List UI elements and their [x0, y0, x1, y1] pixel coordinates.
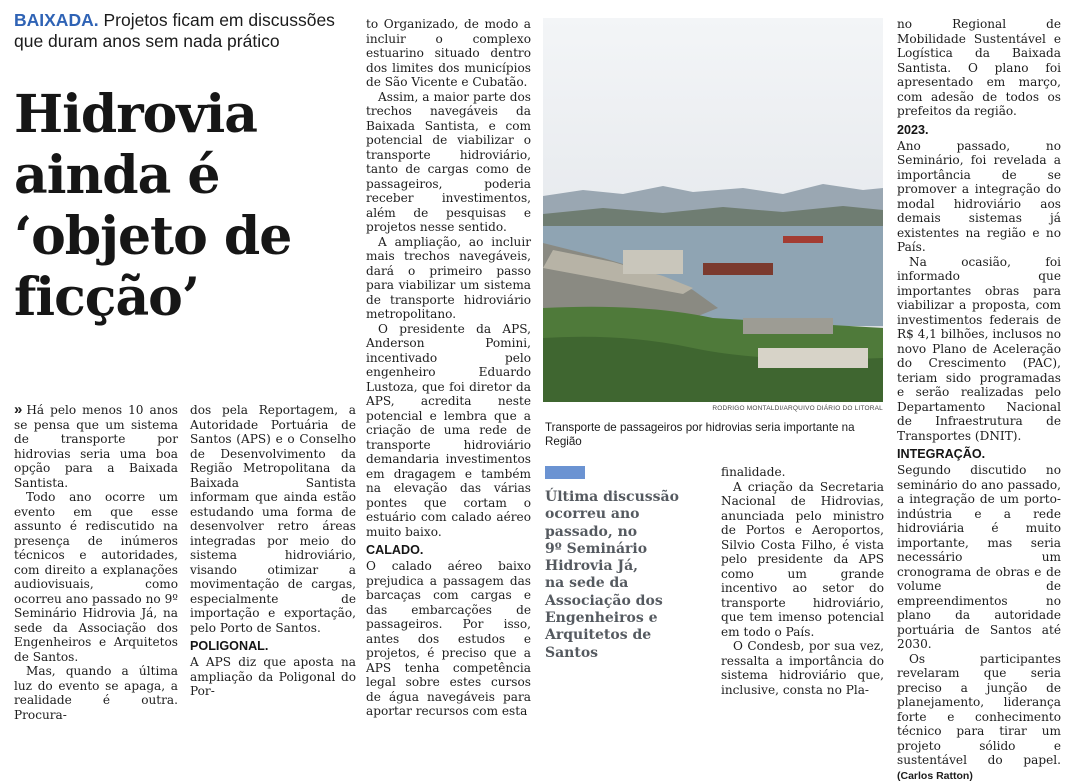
headline-line: ‘objeto de — [14, 206, 359, 267]
paragraph: finalidade. — [721, 465, 884, 480]
headline-line: ainda é — [14, 145, 359, 206]
kicker — [14, 10, 354, 52]
paragraph: Todo ano ocorre um evento em que esse assunto é rediscutido na presença de inúmeros técnicos e autoridades, com direito a explanações audiovisuais, como ocorreu ano passado no 9º Seminário Hidrovia Já, na sede da Associação dos Engenheiros e Arquitetos de Santos. — [14, 490, 178, 664]
chevron-icon: » — [14, 401, 22, 418]
cargo-ship — [703, 263, 773, 275]
paragraph — [897, 652, 1061, 783]
paragraph: A criação da Secretaria Nacional de Hidrovias, anunciada pelo ministro de Portos e Aeroportos, Silvio Costa Filho, é vista pelo presidente da APS como um grande incentivo ao setor do transporte hidroviário, que tem imenso potencial em todo o País. — [721, 480, 884, 640]
pullquote-line: ocorreu ano — [545, 506, 685, 523]
paragraph: to Organizado, de modo a incluir o complexo estuarino situado dentro dos limites dos municípios de São Vicente e Cubatão. — [366, 17, 531, 90]
distant-ship — [783, 236, 823, 243]
pullquote-line: Arquitetos de — [545, 627, 685, 644]
pullquote-line: Engenheiros e — [545, 610, 685, 627]
paragraph: Mas, quando a última luz do evento se apaga, a realidade é outra. Procura- — [14, 664, 178, 722]
photo-credit: RODRIGO MONTALDI/ARQUIVO DIÁRIO DO LITORAL — [600, 405, 883, 412]
harbor-photo-illustration — [543, 18, 883, 402]
pullquote-line: Última discussão — [545, 489, 685, 506]
paragraph: Na ocasião, foi informado que importantes obras para viabilizar a proposta, com investimentos federais de R$ 4,1 bilhões, inclusos no novo Plano de Aceleração do Crescimento (PAC), teriam sido programadas e serão realizadas pelo Departamento Nacional de Infraestrutura de Transportes (DNIT). — [897, 255, 1061, 444]
article-column-5 — [721, 465, 884, 697]
paragraph: Segundo discutido no seminário do ano passado, a integração de um porto-indústria e a rede hidroviária é muito importante, mas seria necessário um cronograma de obras e de volume de empreendimentos no plano da autoridade portuária de Santos até 2030. — [897, 463, 1061, 652]
lead-text: Há pelo menos 10 anos se pensa que um sistema de transporte por hidrovias seria uma boa opção para a Baixada Santista. — [14, 403, 178, 490]
foreground-buildings — [758, 348, 868, 368]
headline-line: ficção’ — [14, 267, 359, 328]
pullquote-line: na sede da — [545, 575, 685, 592]
article-column-2 — [190, 403, 356, 699]
article-column-6 — [897, 17, 1061, 783]
photo-caption: Transporte de passageiros por hidrovias seria importante na Região — [545, 421, 890, 449]
pullquote-line: Associação dos — [545, 593, 685, 610]
paragraph: A ampliação, ao incluir mais trechos navegáveis, dará o primeiro passo para viabilizar um sistema de transporte hidroviário metropolitano. — [366, 235, 531, 322]
warehouse — [623, 250, 683, 274]
headline — [14, 84, 359, 328]
terminal-buildings — [743, 318, 833, 334]
paragraph: O calado aéreo baixo prejudica a passagem das barcaças com cargas e das embarcações de passageiros. Por isso, antes dos estudos e projetos, é preciso que a APS tenha competência legal sobre estes cursos de água navegáveis para aportar recursos com esta — [366, 559, 531, 719]
subhead-calado: CALADO. — [366, 543, 531, 558]
paragraph: O presidente da APS, Anderson Pomini, incentivado pelo engenheiro Eduardo Lustoza, que foi diretor da APS, acredita neste potencial e lembra que a criação de uma rede de transporte hidroviário demandaria investimentos em dragagem e também na elevação das várias pontes que cortam o estuário com calado aéreo muito baixo. — [366, 322, 531, 540]
pullquote-line: Santos — [545, 645, 685, 662]
headline-line: Hidrovia — [14, 84, 359, 145]
pullquote-accent-bar — [545, 466, 585, 479]
kicker-tag: BAIXADA. — [14, 10, 99, 30]
kicker-text: Projetos ficam em discussões que duram anos sem nada prático — [14, 10, 335, 51]
pullquote-line: Hidrovia Já, — [545, 558, 685, 575]
article-column-1 — [14, 403, 178, 722]
paragraph: no Regional de Mobilidade Sustentável e Logística da Baixada Santista. O plano foi apresentado em março, com adesão de todos os prefeitos da região. — [897, 17, 1061, 119]
author-credit: (Carlos Ratton) — [897, 770, 973, 782]
paragraph: A APS diz que aposta na ampliação da Poligonal do Por- — [190, 655, 356, 699]
article-column-3 — [366, 17, 531, 719]
harbor-photo — [543, 18, 883, 402]
subhead-integracao: INTEGRAÇÃO. — [897, 447, 1061, 462]
paragraph: dos pela Reportagem, a Autoridade Portuária de Santos (APS) e o Conselho de Desenvolvimento da Região Metropolitana da Baixada Santista informam que ainda estão estudando uma forma de desenvolver retro áreas integradas por meio do sistema hidroviário, visando otimizar a movimentação de cargas, especialmente de importação e exportação, pelo Porto de Santos. — [190, 403, 356, 635]
subhead-poligonal: POLIGONAL. — [190, 639, 356, 654]
paragraph: Assim, a maior parte dos trechos navegáveis da Baixada Santista, e com potencial de viabilizar o transporte hidroviário, tanto de cargas como de passageiros, poderia receber investimentos, além de pesquisas e projetos nesse sentido. — [366, 90, 531, 235]
paragraph: Ano passado, no Seminário, foi revelada a importância de se promover a integração do modal hidroviário aos demais sistemas já existentes na região e no País. — [897, 139, 1061, 255]
pullquote-line: 9º Seminário — [545, 541, 685, 558]
pullquote — [545, 489, 685, 662]
paragraph-text: Os participantes revelaram que seria preciso a junção de planejamento, liderança forte e conhecimento técnico para tirar um projeto sólido e sustentável do papel. — [897, 652, 1061, 768]
paragraph: O Condesb, por sua vez, ressalta a importância do sistema hidroviário que, inclusive, consta no Pla- — [721, 639, 884, 697]
subhead-2023: 2023. — [897, 123, 1061, 138]
lead-paragraph — [14, 403, 178, 490]
pullquote-line: passado, no — [545, 524, 685, 541]
